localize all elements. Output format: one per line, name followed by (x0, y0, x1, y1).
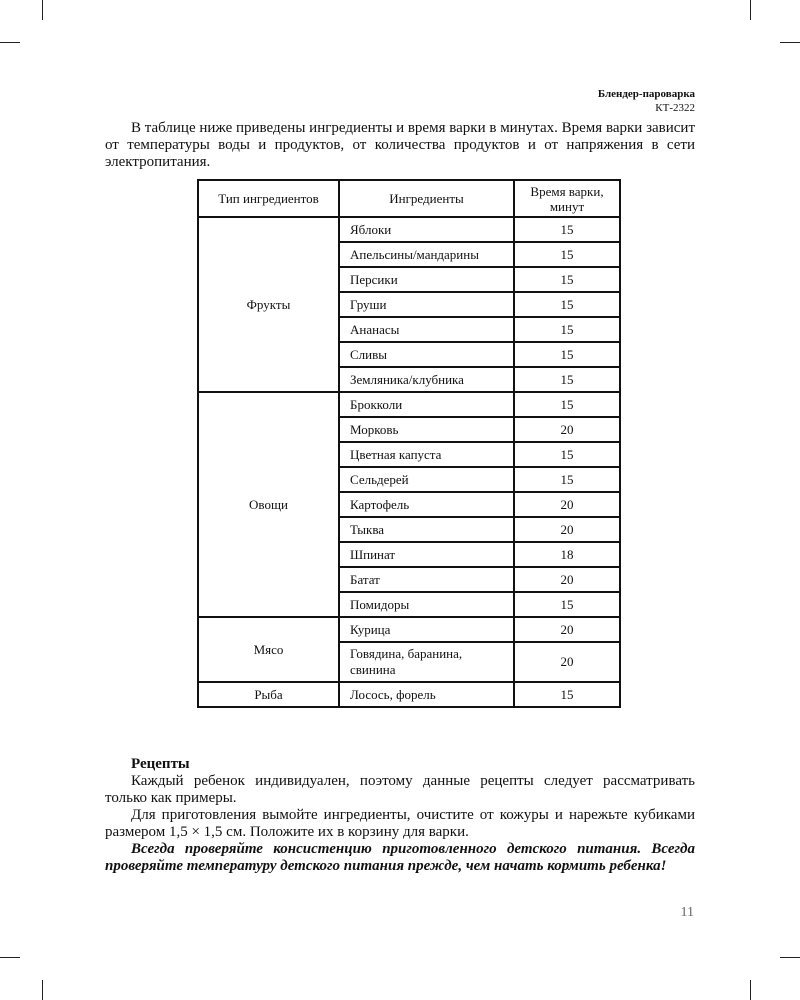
time-cell: 15 (514, 467, 620, 492)
crop-mark-top-left (42, 0, 43, 20)
time-cell: 20 (514, 567, 620, 592)
crop-mark-bottom-left (42, 980, 43, 1000)
time-cell: 15 (514, 242, 620, 267)
recipes-heading: Рецепты (131, 756, 190, 772)
time-cell: 15 (514, 367, 620, 392)
ingredient-cell: Картофель (339, 492, 514, 517)
table-row (198, 682, 620, 707)
ingredient-cell: Говядина, баранина, свинина (339, 642, 514, 682)
crop-mark-left-lower (0, 957, 20, 958)
time-cell: 20 (514, 417, 620, 442)
ingredient-cell: Тыква (339, 517, 514, 542)
crop-mark-left-upper (0, 42, 20, 43)
time-cell: 15 (514, 292, 620, 317)
ingredient-cell: Шпинат (339, 542, 514, 567)
recipes-section (105, 756, 695, 875)
product-name: Блендер-пароварка (597, 88, 695, 100)
page-number: 11 (680, 905, 694, 920)
ingredient-cell: Помидоры (339, 592, 514, 617)
ingredient-cell: Земляника/клубника (339, 367, 514, 392)
header-cooking-time: Время варки, минут (514, 180, 620, 217)
time-cell: 18 (514, 542, 620, 567)
ingredient-cell: Курица (339, 617, 514, 642)
category-meat: Мясо (198, 617, 339, 682)
ingredient-cell: Яблоки (339, 217, 514, 242)
time-cell: 15 (514, 342, 620, 367)
crop-mark-top-right (750, 0, 751, 20)
model-number: КТ-2322 (655, 102, 695, 114)
ingredient-cell: Сельдерей (339, 467, 514, 492)
steaming-time-table (197, 179, 621, 708)
time-cell: 15 (514, 217, 620, 242)
ingredient-cell: Лосось, форель (339, 682, 514, 707)
category-fruits: Фрукты (198, 217, 339, 392)
table-header-row (198, 180, 620, 217)
ingredient-cell: Цветная капуста (339, 442, 514, 467)
recipes-paragraph-1: Каждый ребенок индивидуален, поэтому данные рецепты следует рассматривать только как примеры. (105, 773, 695, 806)
time-cell: 20 (514, 492, 620, 517)
ingredient-cell: Апельсины/мандарины (339, 242, 514, 267)
time-cell: 15 (514, 267, 620, 292)
time-cell: 15 (514, 592, 620, 617)
time-cell: 20 (514, 617, 620, 642)
header-ingredient-type: Тип ингредиентов (198, 180, 339, 217)
time-cell: 15 (514, 392, 620, 417)
ingredient-cell: Ананасы (339, 317, 514, 342)
ingredient-cell: Брокколи (339, 392, 514, 417)
category-vegetables: Овощи (198, 392, 339, 617)
recipes-paragraph-2: Для приготовления вымойте ингредиенты, очистите от кожуры и нарежьте кубиками размером 1,5 × 1,5 см. Положите их в корзину для варки. (105, 807, 695, 840)
ingredient-cell: Сливы (339, 342, 514, 367)
time-cell: 15 (514, 317, 620, 342)
table-row (198, 617, 620, 642)
time-cell: 20 (514, 642, 620, 682)
time-cell: 15 (514, 442, 620, 467)
ingredient-cell: Персики (339, 267, 514, 292)
time-cell: 15 (514, 682, 620, 707)
intro-paragraph (105, 120, 695, 171)
table-row (198, 217, 620, 242)
crop-mark-right-lower (780, 957, 800, 958)
intro-text: В таблице ниже приведены ингредиенты и время варки в минутах. Время варки зависит от температуры воды и продуктов, от количества продуктов и от напряжения в сети электропитания. (105, 120, 695, 170)
running-header (598, 87, 695, 115)
ingredient-cell: Батат (339, 567, 514, 592)
recipes-warning: Всегда проверяйте консистенцию приготовленного детского питания. Всегда проверяйте температуру детского питания прежде, чем начать кормить ребенка! (105, 841, 695, 874)
crop-mark-bottom-right (750, 980, 751, 1000)
time-cell: 20 (514, 517, 620, 542)
table-row (198, 392, 620, 417)
header-ingredients: Ингредиенты (339, 180, 514, 217)
ingredient-cell: Груши (339, 292, 514, 317)
crop-mark-right-upper (780, 42, 800, 43)
ingredient-cell: Морковь (339, 417, 514, 442)
category-fish: Рыба (198, 682, 339, 707)
